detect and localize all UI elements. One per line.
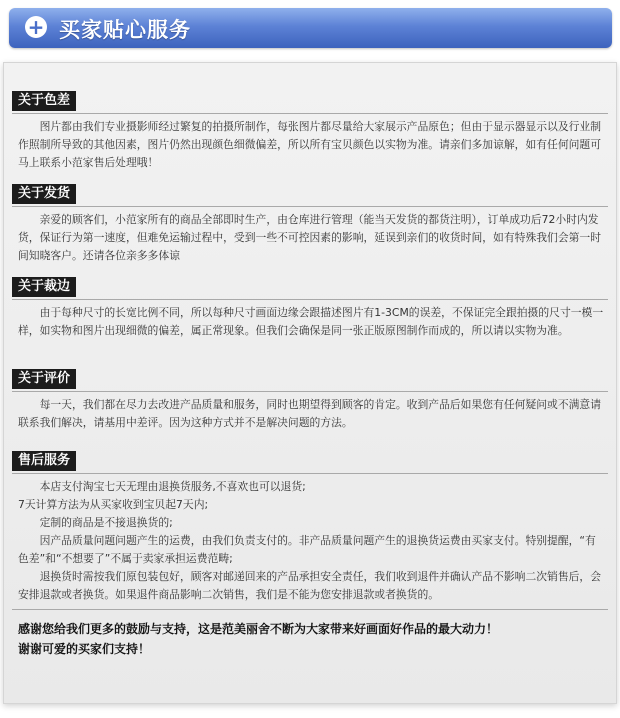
header-banner [9, 8, 612, 48]
section-header [12, 451, 608, 474]
section-title: 关于裁边 [12, 277, 76, 297]
section-after-sale [12, 451, 608, 604]
closing-line: 感谢您给我们更多的鼓励与支持，这是范美丽舍不断为大家带来好画面好作品的最大动力！ [18, 622, 499, 636]
section-title: 关于发货 [12, 184, 76, 204]
section-header [12, 277, 608, 300]
service-panel [3, 62, 617, 704]
list-item: 因产品质量问题问题产生的运费，由我们负责支付的。非产品质量问题产生的退换货运费由买家支付。特别提醒，“有色差”和“不想要了”不属于卖家承担运费范畴; [18, 534, 596, 565]
closing-message [18, 619, 608, 659]
paragraph: 图片都由我们专业摄影师经过繁复的拍摄所制作，每张图片都尽量给大家展示产品原色；但由于显示器显示以及行业制作照制所导致的其他因素，图片仍然出现颜色细微偏差，所以所有宝贝颜色以实物为准。请亲们多加谅解，如有任何问题可马上联系小范家售后处理哦！ [18, 120, 602, 169]
section-header [12, 184, 608, 207]
paragraph: 由于每种尺寸的长宽比例不同，所以每种尺寸画面边缘会跟描述图片有1-3CM的误差，不保证完全跟拍摄的尺寸一模一样，如实物和图片出现细微的偏差，属正常现象。但我们会确保是同一张正版原图制作而成的，所以请以实物为准。 [18, 306, 604, 337]
paragraph: 亲爱的顾客们，小范家所有的商品全部即时生产，由仓库进行管理（能当天发货的都货注明），订单成功后72小时内发货，保证行为第一速度，但难免运输过程中，受到一些不可控因素的影响，延误到亲们的收货时间，如有特殊我们会第一时间知晓客户。还请各位亲多多体谅 [18, 213, 602, 262]
section-body [12, 207, 608, 265]
section-color [12, 91, 608, 172]
paragraph: 每一天，我们都在尽力去改进产品质量和服务，同时也期望得到顾客的肯定。收到产品后如果您有任何疑问或不满意请联系我们解决，请基用中差评。因为这种方式并不是解决问题的方法。 [18, 398, 602, 429]
header-title: 买家贴心服务 [59, 18, 191, 42]
divider [12, 609, 608, 610]
section-body [12, 114, 608, 172]
plus-icon: + [25, 16, 47, 38]
section-header [12, 369, 608, 392]
section-edges [12, 277, 608, 340]
list-item: 定制的商品是不接退换货的; [39, 516, 173, 529]
list-item: 本店支付淘宝七天无理由退换货服务,不喜欢也可以退货; [39, 480, 306, 493]
section-body [12, 300, 608, 340]
closing-line: 谢谢可爱的买家们支持！ [18, 642, 151, 656]
list-item: 退换货时需按我们原包装包好，顾客对邮递回来的产品承担安全责任，我们收到退件并确认产品不影响二次销售后，会安排退款或者换货。如果退件商品影响二次销售，我们是不能为您安排退款或者换货的。 [18, 570, 602, 601]
section-title: 关于评价 [12, 369, 76, 389]
section-title: 售后服务 [12, 451, 76, 471]
section-header [12, 91, 608, 114]
section-shipping [12, 184, 608, 265]
section-body [12, 474, 608, 604]
list-item: 7天计算方法为从买家收到宝贝起7天内; [18, 498, 209, 511]
section-title: 关于色差 [12, 91, 76, 111]
section-review [12, 369, 608, 432]
section-body [12, 392, 608, 432]
